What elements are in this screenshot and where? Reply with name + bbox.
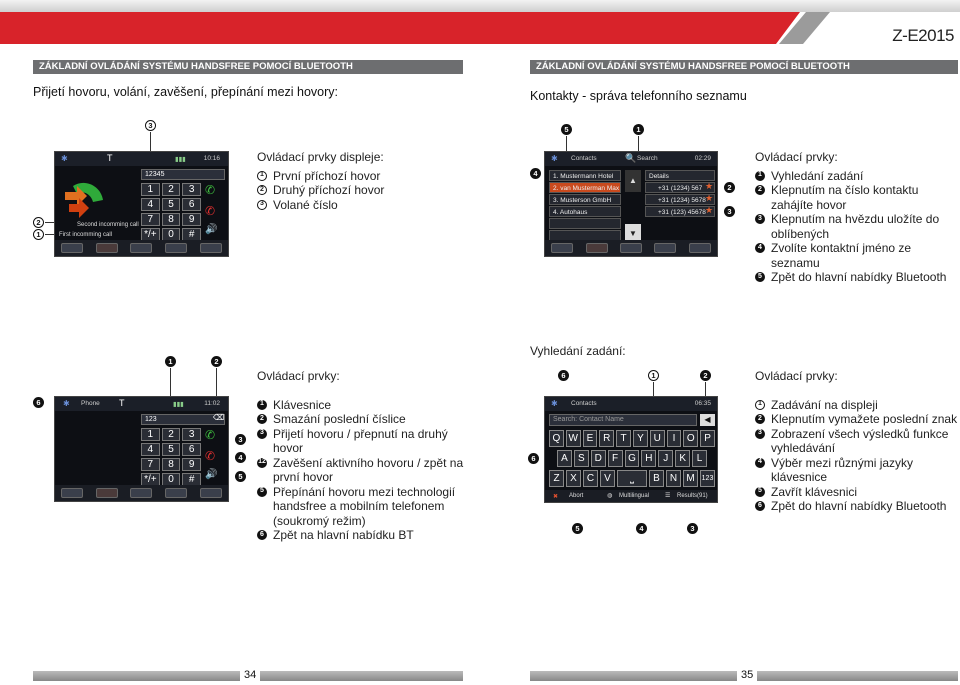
clock: 02:29 xyxy=(694,155,711,162)
numeric-toggle-key[interactable]: 123 xyxy=(700,470,715,487)
legend-item: 4 Výběr mezi různými jazyky klávesnice xyxy=(755,456,960,485)
keyboard-key[interactable]: T xyxy=(616,430,631,447)
contact-list-item[interactable]: 4. Autohaus xyxy=(549,206,621,217)
speaker-icon[interactable]: 🔊 xyxy=(205,224,218,235)
keyboard-key[interactable]: W xyxy=(566,430,581,447)
contact-list-item[interactable] xyxy=(549,218,621,229)
top-band xyxy=(0,0,960,46)
bottom-button[interactable] xyxy=(200,243,222,253)
keypad xyxy=(141,183,201,241)
clock: 10:16 xyxy=(203,155,220,162)
bottom-button[interactable] xyxy=(130,488,152,498)
key[interactable]: 9 xyxy=(182,458,201,471)
keyboard-key[interactable]: S xyxy=(574,450,589,467)
key[interactable]: 7 xyxy=(141,213,160,226)
favorite-star-icon[interactable]: ★ xyxy=(705,205,714,215)
right-subtitle: Kontakty - správa telefonního seznamu xyxy=(530,89,747,103)
legend-item: 2 Klepnutím vymažete poslední znak xyxy=(755,412,960,427)
keyboard-key[interactable]: O xyxy=(683,430,698,447)
key[interactable]: 8 xyxy=(162,213,181,226)
accept-call-icon[interactable]: ✆ xyxy=(205,428,216,442)
incoming-legend xyxy=(257,150,457,212)
key[interactable]: 9 xyxy=(182,213,201,226)
keyboard-key[interactable]: F xyxy=(608,450,623,467)
bottom-button[interactable] xyxy=(165,488,187,498)
keyboard-key[interactable]: E xyxy=(583,430,598,447)
multilingual-button[interactable]: Multilingual xyxy=(619,493,650,499)
reject-call-icon[interactable]: ✆ xyxy=(205,204,216,218)
legend-item: 3 Přijetí hovoru / přepnutí na druhý hovor xyxy=(257,427,467,456)
phone-number-row[interactable]: +31 (1234) 5678 xyxy=(645,194,715,205)
key[interactable]: */+ xyxy=(141,473,160,486)
contact-list-item[interactable]: 2. van Musterman Max xyxy=(549,182,621,193)
close-keyboard-icon[interactable]: ✖ xyxy=(553,494,559,500)
key[interactable]: */+ xyxy=(141,228,160,241)
incoming-call-screen xyxy=(54,151,229,257)
keyboard-key[interactable]: X xyxy=(566,470,581,487)
screen-status-bar xyxy=(55,397,228,411)
keyboard-key[interactable]: A xyxy=(557,450,572,467)
keyboard-key[interactable]: N xyxy=(666,470,681,487)
screen-bottom-bar xyxy=(545,490,717,502)
screen-title: Contacts xyxy=(571,155,597,162)
contact-list-item[interactable]: 1. Mustermann Hotel xyxy=(549,170,621,181)
keyboard-key[interactable]: P xyxy=(700,430,715,447)
key[interactable]: 5 xyxy=(162,443,181,456)
callout-2: 2 xyxy=(724,182,735,193)
keyboard-key[interactable]: U xyxy=(650,430,665,447)
keypad xyxy=(141,428,201,486)
legend-item: 3 Klepnutím na hvězdu uložíte do oblíbených xyxy=(755,212,960,241)
screen-title: Phone xyxy=(81,400,100,407)
left-section-title: ZÁKLADNÍ OVLÁDÁNÍ SYSTÉMU HANDSFREE POMOCÍ BLUETOOTH xyxy=(33,60,463,74)
keyboard-row-2 xyxy=(557,450,707,467)
legend-item: 2 Klepnutím na číslo kontaktu zahájíte hovor xyxy=(755,183,960,212)
legend-item: 1 Zadávání na displeji xyxy=(755,398,960,413)
scroll-down-button[interactable]: ▼ xyxy=(625,224,641,244)
contacts-screen xyxy=(544,151,718,257)
callout-3: 3 xyxy=(145,120,156,131)
legend-item: 1 Vyhledání zadání xyxy=(755,169,960,184)
bottom-button[interactable] xyxy=(130,243,152,253)
keyboard-key[interactable]: I xyxy=(667,430,682,447)
backspace-icon[interactable]: ⌫ xyxy=(213,413,225,422)
callout-5: 5 xyxy=(572,523,583,534)
callout-3: 3 xyxy=(687,523,698,534)
dialed-number-display: 123 xyxy=(141,414,225,425)
search-label[interactable]: Search xyxy=(637,155,658,162)
favorites-star-button[interactable] xyxy=(96,243,118,253)
legend-item: 3 Zobrazení všech výsledků funkce vyhledávání xyxy=(755,427,960,456)
key[interactable]: 5 xyxy=(162,198,181,211)
space-key[interactable]: ⎵ xyxy=(617,470,647,487)
bluetooth-icon: ✱ xyxy=(551,399,558,408)
keyboard-key[interactable]: D xyxy=(591,450,606,467)
callout-5: 5 xyxy=(561,124,572,135)
favorites-star-button[interactable] xyxy=(96,488,118,498)
key[interactable]: 0 xyxy=(162,228,181,241)
bottom-button[interactable] xyxy=(551,243,573,253)
legend-item: 2 Smazání poslední číslice xyxy=(257,412,467,427)
key[interactable]: # xyxy=(182,473,201,486)
first-call-label[interactable]: First incomming call xyxy=(59,232,113,238)
callout-2: 2 xyxy=(33,217,44,228)
legend-item: 5 Přepínání hovoru mezi technologií handsfree a mobilním telefonem (soukromý režim) xyxy=(257,485,467,529)
legend-title: Ovládací prvky: xyxy=(755,150,838,164)
callout-1: 1 xyxy=(165,356,176,367)
bottom-button[interactable] xyxy=(61,488,83,498)
keyboard-key[interactable]: Z xyxy=(549,470,564,487)
contact-list-item[interactable]: 3. Musterson GmbH xyxy=(549,194,621,205)
phone-screen xyxy=(54,396,229,502)
keyboard-key[interactable]: K xyxy=(675,450,690,467)
key[interactable]: 3 xyxy=(182,428,201,441)
phone-number-row[interactable]: +31 (1234) 567 xyxy=(645,182,715,193)
keyboard-row-3 xyxy=(549,470,715,487)
scroll-up-button[interactable]: ▲ xyxy=(625,170,641,192)
favorites-star-button[interactable] xyxy=(586,243,608,253)
dialed-number-display: 12345 xyxy=(141,169,225,180)
bluetooth-icon: ✱ xyxy=(551,154,558,163)
keyboard-key[interactable]: Y xyxy=(633,430,648,447)
keyboard-key[interactable]: V xyxy=(600,470,615,487)
top-grey-strip xyxy=(0,0,960,12)
legend-item: 2 Druhý příchozí hovor xyxy=(257,183,457,198)
key[interactable]: 4 xyxy=(141,198,160,211)
clock: 11:02 xyxy=(204,400,220,407)
callout-5: 5 xyxy=(235,471,246,482)
brand-label: Z-E2015 xyxy=(892,26,954,45)
bottom-button[interactable] xyxy=(165,243,187,253)
top-red-banner xyxy=(0,12,800,44)
bottom-button[interactable] xyxy=(620,243,642,253)
callout-6: 6 xyxy=(528,453,539,464)
callout-6: 6 xyxy=(33,397,44,408)
details-header: Details xyxy=(645,170,715,181)
left-subtitle: Přijetí hovoru, volání, zavěšení, přepínání mezi hovory: xyxy=(33,85,339,99)
search-legend xyxy=(755,369,960,514)
legend-title: Ovládací prvky: xyxy=(755,369,838,383)
key[interactable]: 2 xyxy=(162,183,181,196)
speaker-icon[interactable]: 🔊 xyxy=(205,469,218,480)
call-animation-icon xyxy=(63,178,107,222)
keyboard-key[interactable]: L xyxy=(692,450,707,467)
signal-icon: ▮▮▮ xyxy=(173,401,184,408)
search-icon[interactable]: 🔍 xyxy=(625,153,637,163)
legend-item: 5 Zavřít klávesnici xyxy=(755,485,960,500)
bottom-button[interactable] xyxy=(689,243,711,253)
keyboard-key[interactable]: B xyxy=(649,470,664,487)
screen-bottom-bar xyxy=(55,485,228,501)
key[interactable]: 2 xyxy=(162,428,181,441)
key[interactable]: 7 xyxy=(141,458,160,471)
legend-title: Ovládací prvky displeje: xyxy=(257,150,384,164)
second-call-label[interactable]: Second incomming call xyxy=(77,222,139,228)
screen-bottom-bar xyxy=(545,240,717,256)
legend-item: 6 Zpět do hlavní nabídky Bluetooth xyxy=(755,499,960,514)
globe-icon[interactable]: ◍ xyxy=(607,493,613,499)
callout-2: 2 xyxy=(700,370,711,381)
keyboard-key[interactable]: M xyxy=(683,470,698,487)
keyboard-key[interactable]: H xyxy=(641,450,656,467)
callout-4: 4 xyxy=(530,168,541,179)
antenna-icon: T xyxy=(107,153,113,163)
key[interactable]: # xyxy=(182,228,201,241)
accept-call-icon[interactable]: ✆ xyxy=(205,183,216,197)
key[interactable]: 4 xyxy=(141,443,160,456)
legend-item: 1 Klávesnice xyxy=(257,398,467,413)
right-section-title: ZÁKLADNÍ OVLÁDÁNÍ SYSTÉMU HANDSFREE POMOCÍ BLUETOOTH xyxy=(530,60,958,74)
callout-6: 6 xyxy=(558,370,569,381)
legend-title: Ovládací prvky: xyxy=(257,369,340,383)
key[interactable]: 8 xyxy=(162,458,181,471)
keyboard-key[interactable]: C xyxy=(583,470,598,487)
callout-3: 3 xyxy=(724,206,735,217)
page-number-left: 34 xyxy=(240,669,260,681)
screen-bottom-bar xyxy=(55,240,228,256)
key[interactable]: 6 xyxy=(182,198,201,211)
list-icon[interactable]: ☰ xyxy=(665,493,671,499)
legend-item: 1 První příchozí hovor xyxy=(257,169,457,184)
signal-icon: ▮▮▮ xyxy=(175,156,186,163)
keyboard-key[interactable]: G xyxy=(625,450,640,467)
search-heading: Vyhledání zadání: xyxy=(530,344,626,358)
key[interactable]: 1 xyxy=(141,428,160,441)
callout-4: 4 xyxy=(235,452,246,463)
bluetooth-icon: ✱ xyxy=(63,399,70,408)
search-input[interactable]: Search: Contact Name xyxy=(549,414,697,426)
legend-item: 4 Zvolíte kontaktní jméno ze seznamu xyxy=(755,241,960,270)
hang-up-icon[interactable]: ✆ xyxy=(205,449,216,463)
results-button[interactable]: Results(91) xyxy=(677,493,708,499)
phone-number-row[interactable]: +31 (123) 45678 xyxy=(645,206,715,217)
search-screen xyxy=(544,396,718,503)
keyboard-key[interactable]: Q xyxy=(549,430,564,447)
key[interactable]: 3 xyxy=(182,183,201,196)
bottom-button[interactable] xyxy=(61,243,83,253)
page-number-right: 35 xyxy=(737,669,757,681)
legend-item: 6 Zpět na hlavní nabídku BT xyxy=(257,528,467,543)
contacts-legend xyxy=(755,150,960,285)
callout-1: 1 xyxy=(648,370,659,381)
bottom-button[interactable] xyxy=(654,243,676,253)
callout-1: 1 xyxy=(33,229,44,240)
favorite-star-icon[interactable]: ★ xyxy=(705,193,714,203)
callout-2: 2 xyxy=(211,356,222,367)
callout-1: 1 xyxy=(633,124,644,135)
legend-item: 5 Zpět do hlavní nabídky Bluetooth xyxy=(755,270,960,285)
favorite-star-icon[interactable]: ★ xyxy=(705,181,714,191)
screen-status-bar xyxy=(545,397,717,411)
key[interactable]: 0 xyxy=(162,473,181,486)
bottom-button[interactable] xyxy=(200,488,222,498)
legend-item: 3 Volané číslo xyxy=(257,198,457,213)
callout-4: 4 xyxy=(636,523,647,534)
key[interactable]: 1 xyxy=(141,183,160,196)
screen-title: Contacts xyxy=(571,400,597,407)
screen-status-bar xyxy=(55,152,228,166)
keyboard-row-1 xyxy=(549,430,715,447)
keyboard-key[interactable]: J xyxy=(658,450,673,467)
bluetooth-icon: ✱ xyxy=(61,154,68,163)
legend-item: 12 Zavěšení aktivního hovoru / zpět na první hovor xyxy=(258,455,464,484)
key[interactable]: 6 xyxy=(182,443,201,456)
screen-status-bar xyxy=(545,152,717,166)
antenna-icon: T xyxy=(119,398,125,408)
callout-3: 3 xyxy=(235,434,246,445)
phone-legend xyxy=(257,369,467,543)
clock: 06:35 xyxy=(694,400,711,407)
keyboard-key[interactable]: R xyxy=(599,430,614,447)
abort-button[interactable]: Abort xyxy=(569,493,584,499)
backspace-button[interactable]: ◀ xyxy=(700,414,715,426)
